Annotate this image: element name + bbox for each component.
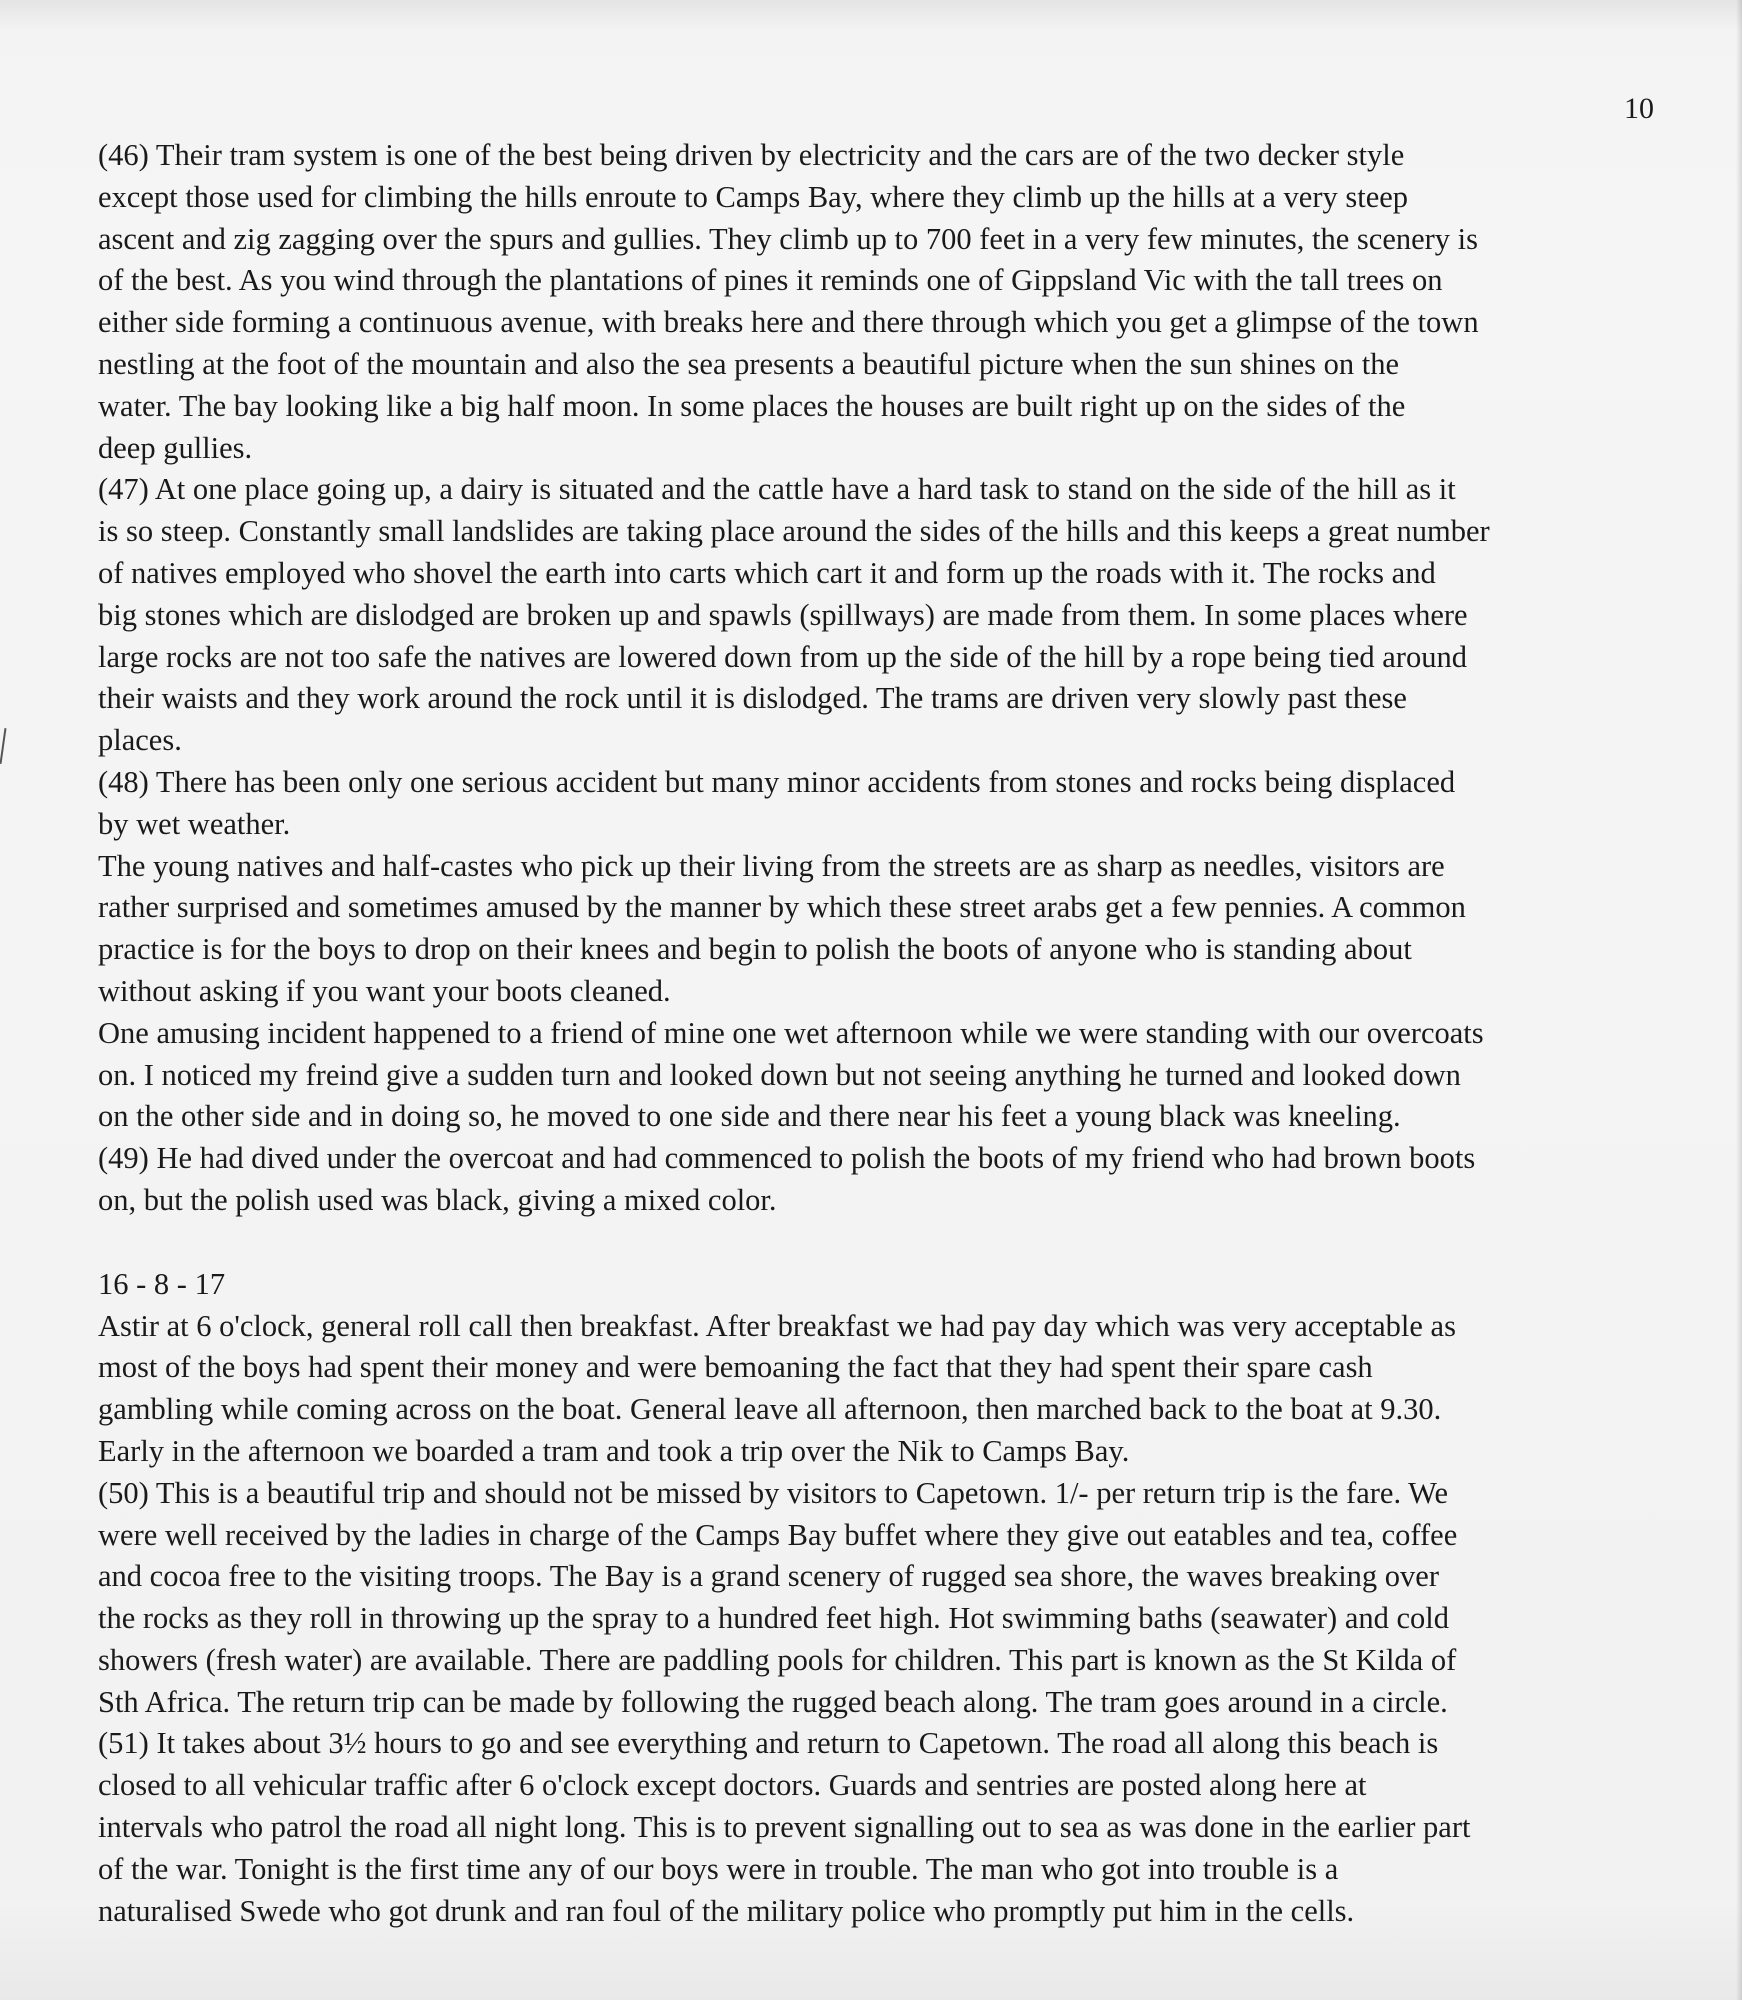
text-line: is so steep. Constantly small landslides are taking place around the sides of the hills and this keeps a great number xyxy=(98,514,1490,549)
text-line: (46) Their tram system is one of the best being driven by electricity and the cars are of the two decker style xyxy=(98,138,1405,172)
text-line: (51) It takes about 3½ hours to go and see everything and return to Capetown. The road all along this beach is xyxy=(98,1726,1439,1761)
section-spacer xyxy=(98,1222,1698,1264)
text-line: the rocks as they roll in throwing up the spray to a hundred feet high. Hot swimming baths (seawater) and cold xyxy=(98,1601,1449,1636)
text-line: gambling while coming across on the boat. General leave all afternoon, then marched back to the boat at 9.30. xyxy=(98,1392,1442,1427)
paragraph xyxy=(98,135,1698,469)
text-line: by wet weather. xyxy=(98,806,291,841)
text-line: water. The bay looking like a big half moon. In some places the houses are built right up on the sides of the xyxy=(98,388,1406,423)
text-line: of natives employed who shovel the earth into carts which cart it and form up the roads with it. The rocks and xyxy=(98,555,1436,590)
text-line: Astir at 6 o'clock, general roll call then breakfast. After breakfast we had pay day which was very acceptable as xyxy=(98,1308,1456,1343)
paragraph xyxy=(98,1306,1698,1473)
page-number: 10 xyxy=(1624,92,1654,125)
text-line: either side forming a continuous avenue, with breaks here and there through which you get a glimpse of the town xyxy=(98,305,1479,340)
text-line: ascent and zig zagging over the spurs and gullies. They climb up to 700 feet in a very few minutes, the scenery is xyxy=(98,221,1479,256)
text-line: except those used for climbing the hills enroute to Camps Bay, where they climb up the hills at a very steep xyxy=(98,179,1409,214)
text-line: of the best. As you wind through the plantations of pines it reminds one of Gippsland Vic with the tall trees on xyxy=(98,263,1443,298)
text-line: their waists and they work around the rock until it is dislodged. The trams are driven very slowly past these xyxy=(98,681,1407,716)
text-line: (50) This is a beautiful trip and should not be missed by visitors to Capetown. 1/- per return trip is the fare. We xyxy=(98,1475,1449,1510)
paragraph xyxy=(98,1138,1698,1222)
text-line: on, but the polish used was black, giving a mixed color. xyxy=(98,1182,777,1217)
text-line: of the war. Tonight is the first time any of our boys were in trouble. The man who got into trouble is a xyxy=(98,1851,1339,1886)
text-line: naturalised Swede who got drunk and ran foul of the military police who promptly put him in the cells. xyxy=(98,1893,1355,1928)
text-line: most of the boys had spent their money and were bemoaning the fact that they had spent their spare cash xyxy=(98,1350,1373,1385)
text-line: Early in the afternoon we boarded a tram and took a trip over the Nik to Camps Bay. xyxy=(98,1433,1130,1468)
section-1 xyxy=(98,135,1698,1222)
text-line: rather surprised and sometimes amused by the manner by which these street arabs get a few pennies. A common xyxy=(98,890,1466,925)
paragraph xyxy=(98,1473,1698,1724)
text-line: and cocoa free to the visiting troops. The Bay is a grand scenery of rugged sea shore, the waves breaking over xyxy=(98,1559,1439,1594)
text-line: (47) At one place going up, a dairy is situated and the cattle have a hard task to stand on the side of the hill as it xyxy=(98,472,1456,507)
date-heading: 16 - 8 - 17 xyxy=(98,1266,226,1301)
body-text xyxy=(98,135,1698,1932)
text-line: on the other side and in doing so, he moved to one side and there near his feet a young black was kneeling. xyxy=(98,1099,1401,1134)
paragraph xyxy=(98,1013,1698,1138)
text-line: large rocks are not too safe the natives are lowered down from up the side of the hill by a rope being tied around xyxy=(98,639,1467,674)
text-line: without asking if you want your boots cleaned. xyxy=(98,973,671,1008)
section-2 xyxy=(98,1306,1698,1933)
text-line: practice is for the boys to drop on their knees and begin to polish the boots of anyone who is standing about xyxy=(98,932,1412,967)
paragraph xyxy=(98,469,1698,762)
text-line: One amusing incident happened to a friend of mine one wet afternoon while we were standing with our overcoats xyxy=(98,1015,1484,1050)
text-line: (48) There has been only one serious accident but many minor accidents from stones and rocks being displaced xyxy=(98,764,1456,799)
text-line: closed to all vehicular traffic after 6 o'clock except doctors. Guards and sentries are posted along here at xyxy=(98,1768,1367,1803)
text-line: The young natives and half-castes who pick up their living from the streets are as sharp as needles, visitors are xyxy=(98,848,1445,883)
text-line: deep gullies. xyxy=(98,430,253,465)
paragraph xyxy=(98,762,1698,846)
paragraph xyxy=(98,1723,1698,1932)
text-line: were well received by the ladies in charge of the Camps Bay buffet where they give out eatables and tea, coffee xyxy=(98,1517,1458,1552)
text-line: intervals who patrol the road all night long. This is to prevent signalling out to sea as was done in the earlier part xyxy=(98,1810,1471,1845)
text-line: (49) He had dived under the overcoat and had commenced to polish the boots of my friend who had brown boots xyxy=(98,1141,1476,1176)
text-line: big stones which are dislodged are broken up and spawls (spillways) are made from them. In some places where xyxy=(98,597,1468,632)
text-line: on. I noticed my freind give a sudden turn and looked down but not seeing anything he turned and looked down xyxy=(98,1057,1461,1092)
text-line: showers (fresh water) are available. There are paddling pools for children. This part is known as the St Kilda of xyxy=(98,1642,1457,1677)
paragraph xyxy=(98,846,1698,1013)
text-line: places. xyxy=(98,723,182,758)
margin-mark xyxy=(0,728,6,764)
text-line: Sth Africa. The return trip can be made by following the rugged beach along. The tram goes around in a circle. xyxy=(98,1684,1448,1719)
text-line: nestling at the foot of the mountain and also the sea presents a beautiful picture when the sun shines on the xyxy=(98,346,1400,381)
page-edge-shadow xyxy=(1736,0,1742,2000)
